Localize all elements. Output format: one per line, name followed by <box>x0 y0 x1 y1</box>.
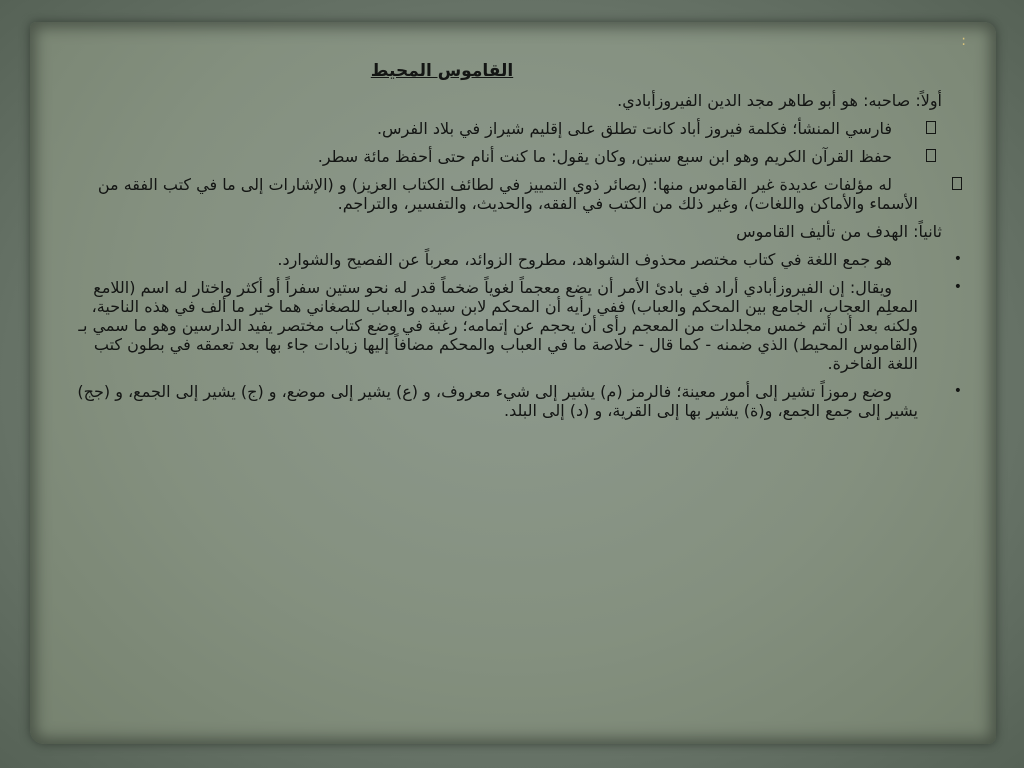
list-item <box>62 175 942 213</box>
box-marker-icon <box>952 177 962 190</box>
section-one-heading: أولاً: صاحبه: هو أبو طاهر مجد الدين الفيروزأبادي. <box>617 91 942 110</box>
bullet-dot-icon: • <box>953 383 962 399</box>
list-item <box>62 119 942 138</box>
section-two-heading: ثانياً: الهدف من تأليف القاموس <box>736 222 942 241</box>
box-marker-icon <box>926 149 936 162</box>
bullet-item-text: هو جمع اللغة في كتاب مختصر محذوف الشواهد، مطروح الزوائد، معرباً عن الفصيح والشوارد. <box>277 250 892 269</box>
box-marker-icon <box>926 121 936 134</box>
bullet-item <box>62 250 962 269</box>
slide-content <box>62 61 962 429</box>
bullet-item <box>62 278 962 373</box>
list-item-text: حفظ القرآن الكريم وهو ابن سبع سنين, وكان يقول: ما كنت أنام حتى أحفظ مائة سطر. <box>317 147 892 166</box>
bullet-dot-icon: • <box>953 279 962 295</box>
list-item-text: له مؤلفات عديدة غير القاموس منها: (بصائر ذوي التمييز في لطائف الكتاب العزيز) و (الإشارات إلى ما في كتب الفقه من الأسماء والأماكن واللغات)، وغير ذلك من الكتب في الفقه، والحديث، والتفسير، والتراجم. <box>97 175 918 213</box>
corner-dots-icon: : <box>961 33 966 49</box>
bullet-dot-icon: • <box>953 251 962 267</box>
bullet-item-text: وضع رموزاً تشير إلى أمور معينة؛ فالرمز (م) يشير إلى شيء معروف، و (ع) يشير إلى موضع، و (ج) يشير إلى الجمع، و (جج) يشير إلى جمع الجمع، و(ة) يشير بها إلى القرية، و (د) إلى البلد. <box>77 382 918 420</box>
slide-title: القاموس المحيط <box>370 61 514 81</box>
bullet-item-text: ويقال: إن الفيروزأبادي أراد في بادئ الأمر أن يضع معجماً لغوياً ضخماً قدر له نحو ستين سفراً أو أكثر واختار له اسم (اللامع المعلِم العجاب، الجامع بين المحكم والعباب) ففي رأيه أن المحكم لابن سيده والعباب للصغاني هما خير ما ألف في هذه الناحية، ولكنه بعد أن أتم خمس مجلدات من المعجم رأى أن يحجم عن إتمامه؛ رغبة في وضع كتاب مختصر يفيد الدارسين وهو ما سمي بـ (القاموس المحيط) الذي ضمنه - كما قال - خلاصة ما في العباب والمحكم مضافاً إليها زيادات جاء بها بعد تعمقه في بطون كتب اللغة الفاخرة. <box>78 278 918 373</box>
list-item <box>62 147 942 166</box>
list-item-text: فارسي المنشأ؛ فكلمة فيروز أباد كانت تطلق على إقليم شيراز في بلاد الفرس. <box>376 119 892 138</box>
bullet-item <box>62 382 962 420</box>
